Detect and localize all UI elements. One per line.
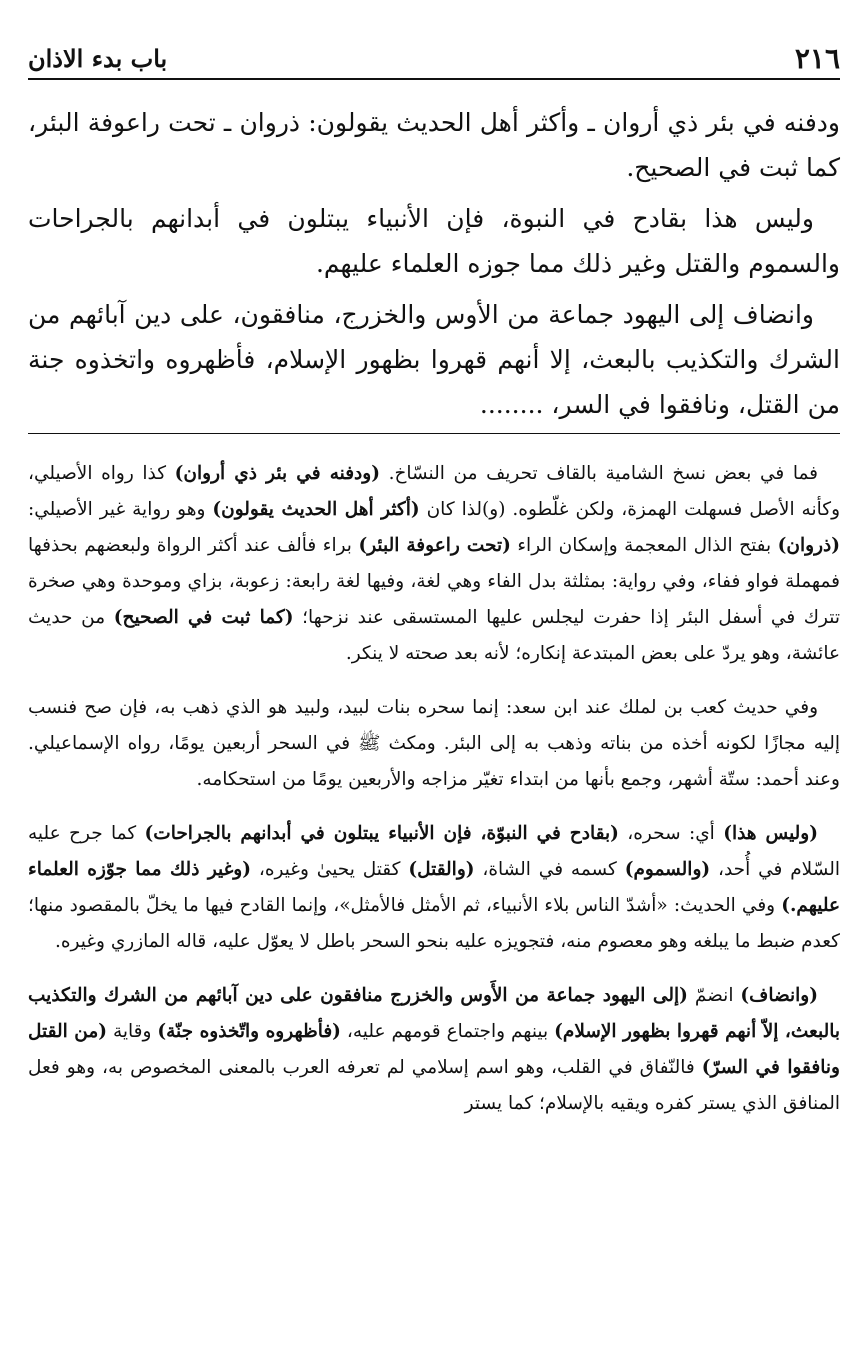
quoted-main-text: (كما ثبت في الصحيح) (113, 607, 294, 628)
commentary-text: فما في بعض نسخ الشامية بالقاف تحريف من النسّاخ. (379, 463, 818, 484)
quoted-main-text: (بقادح في النبوّة، فإن الأنبياء يبتلون في أبدانهم بالجراحات) (144, 823, 619, 844)
page-number: ٢١٦ (794, 42, 840, 75)
main-paragraph-2: وليس هذا بقادح في النبوة، فإن الأنبياء يبتلون في أبدانهم بالجراحات والسموم والقتل وغير ذلك مما جوزه العلماء عليهم. (28, 204, 840, 278)
quoted-main-text: (فأظهروه واتّخذوه جنّة) (157, 1021, 341, 1042)
commentary-paragraph-1 (28, 456, 840, 672)
commentary-text: وفي الحديث: «أشدّ الناس بلاء الأنبياء، ثم الأمثل فالأمثل»، وإنما القادح فيها ما يخلّ بالمقصود منها؛ كعدم ضبط ما يبلغه وهو معصوم منه، فتجويزه عليه بنحو السحر باطل لا يعوّل عليه، قاله المازري وغيره. (28, 895, 840, 952)
quoted-main-text: (والسموم) (624, 859, 711, 880)
quoted-main-text: (من القتل ونافقوا في السرّ) (28, 1021, 840, 1078)
commentary-text: كسمه في الشاة، (474, 859, 625, 880)
quoted-main-text: (إلى اليهود جماعة من الأَوس والخزرج منافقون على دين آبائهم من الشرك والتكذيب بالبعث، إلاّ أنهم قهروا بظهور الإسلام) (28, 985, 840, 1042)
commentary-text: أي: سحره، (618, 823, 724, 844)
commentary-text: وهو رواية غير الأصيلي: (28, 499, 213, 520)
commentary-paragraph-4 (28, 978, 840, 1122)
commentary-text: انضمّ (687, 985, 741, 1006)
commentary-text: فالنّفاق في القلب، وهو اسم إسلامي لم تعرفه العرب بالمعنى المخصوص به، وهو فعل المنافق الذي يستر كفره ويقيه بالإسلام؛ كما يستر (28, 1057, 840, 1114)
commentary-text: وقاية (107, 1021, 158, 1042)
page-header (28, 44, 840, 80)
quoted-main-text: (والقتل) (408, 859, 475, 880)
commentary-text: كذا رواه الأصيلي، وكأنه الأصل فسهلت الهمزة، ولكن غلّطوه. (و)لذا كان (28, 463, 841, 520)
commentary (28, 456, 840, 1122)
quoted-main-text: (تحت راعوفة البئر) (358, 535, 511, 556)
commentary-paragraph-3 (28, 816, 840, 960)
chapter-title: باب بدء الاذان (28, 44, 168, 73)
commentary-paragraph-2 (28, 690, 840, 798)
commentary-text: بينهم واجتماع قومهم عليه، (340, 1021, 555, 1042)
book-page (28, 44, 840, 1140)
commentary-text: بفتح الذال المعجمة وإسكان الراء (510, 535, 778, 556)
main-text (28, 100, 840, 427)
commentary-text: وفي حديث كعب بن لملك عند ابن سعد: إنما سحره بنات لبيد، ولبيد هو الذي ذهب به، فإن صح فنسب إليه مجازًا لكونه أخذه من بناته وذهب به إلى البئر. ومكث ﷺ في السحر أربعين يومًا، رواه الإسماعيلي. وعند أحمد: ستّة أشهر، وجمع بأنها من ابتداء تغيّر مزاجه والأربعين يومًا من استحكامه. (28, 697, 840, 790)
quoted-main-text: (أكثر أهل الحديث يقولون) (212, 499, 420, 520)
commentary-text: كقتل يحيىٰ وغيره، (251, 859, 409, 880)
commentary-text: من حديث عائشة، وهو يردّ على بعض المبتدعة إنكاره؛ لأنه بعد صحته لا ينكر. (28, 607, 840, 664)
quoted-main-text: (ذروان) (777, 535, 840, 556)
commentary-text: براء فألف عند أكثر الرواة ولبعضهم بحذفها فمهملة فواو ففاء، وفي رواية: بمثلثة بدل الفاء وهي لغة، وفيها لغة رابعة: زعوبة، بزاي وموحدة وهي صخرة تترك في أسفل البئر إذا حفرت ليجلس عليها المستسقى عند نزحها؛ (28, 535, 840, 628)
commentary-text: كما جرح عليه السّلام في أُحد، (28, 823, 840, 880)
main-paragraph-1: ودفنه في بئر ذي أروان ـ وأكثر أهل الحديث يقولون: ذروان ـ تحت راعوفة البئر، كما ثبت في الصحيح. (28, 108, 840, 182)
footnote-divider (28, 433, 840, 434)
main-paragraph-3: وانضاف إلى اليهود جماعة من الأوس والخزرج، منافقون، على دين آبائهم من الشرك والتكذيب بالبعث، إلا أنهم قهروا بظهور الإسلام، فأظهروه واتخذوه جنة من القتل، ونافقوا في السر، ........ (28, 300, 841, 419)
quoted-main-text: (وانضاف) (740, 985, 818, 1006)
quoted-main-text: (وغير ذلك مما جوّزه العلماء عليهم.) (28, 859, 840, 916)
quoted-main-text: (ودفنه في بئر ذي أروان) (174, 463, 380, 484)
quoted-main-text: (وليس هذا) (723, 823, 818, 844)
